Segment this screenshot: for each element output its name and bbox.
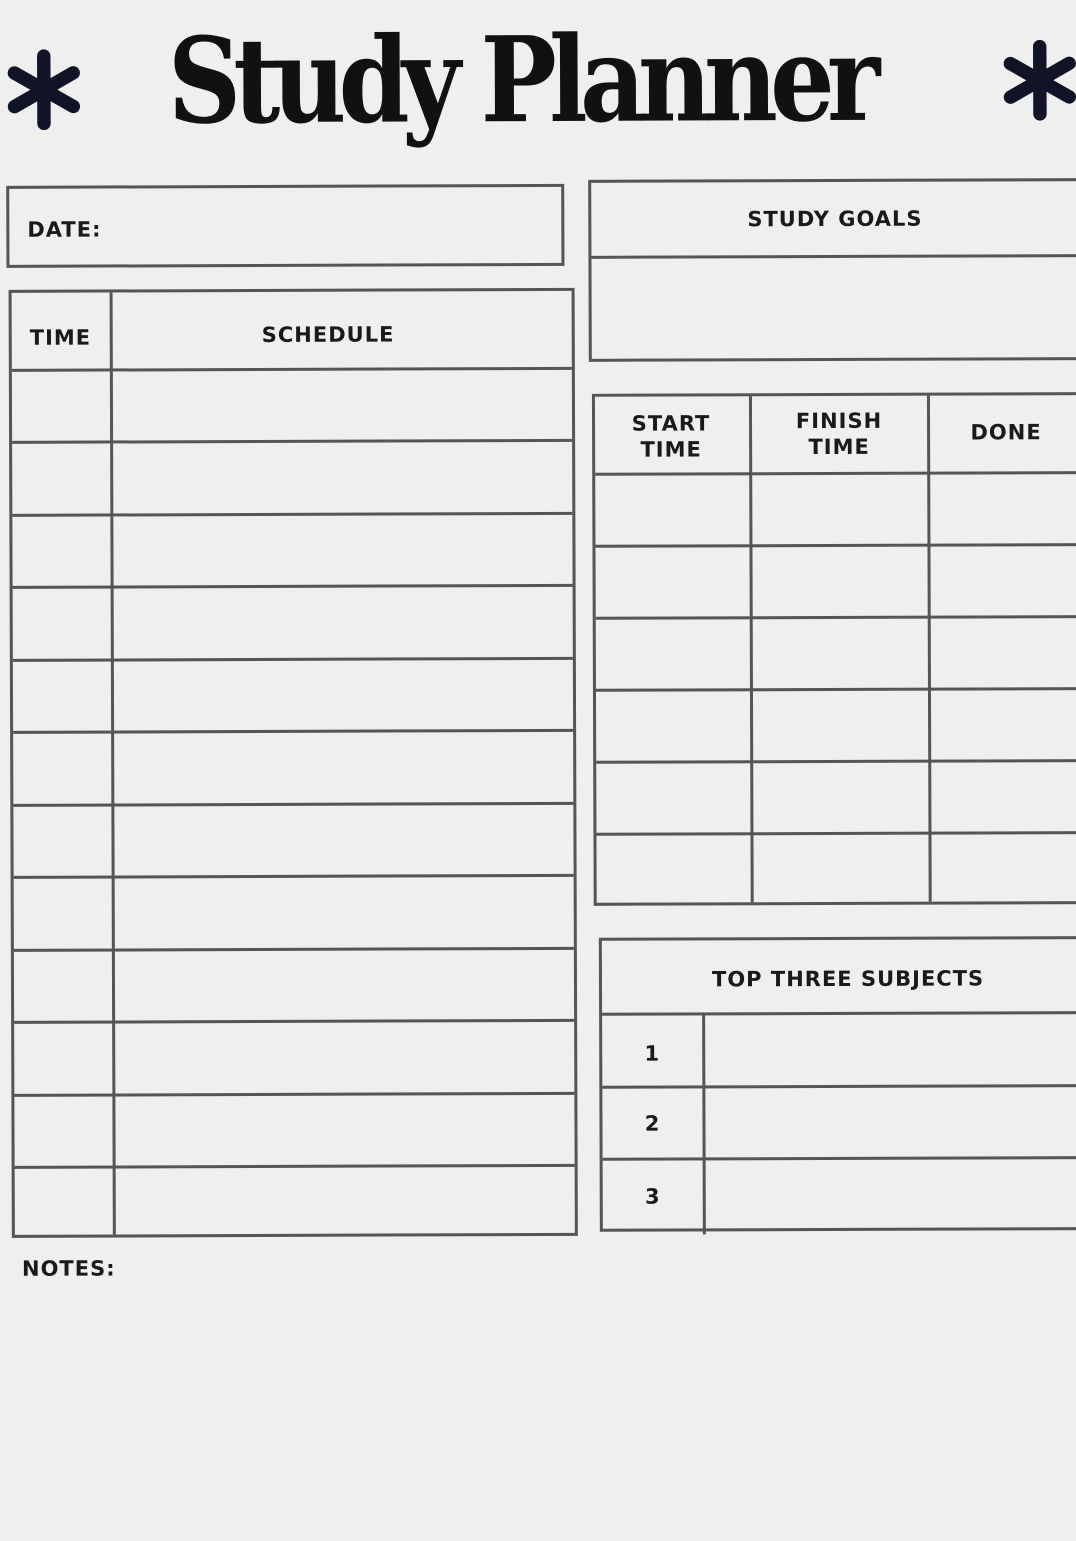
- date-label: DATE:: [27, 217, 101, 244]
- schedule-header-divider: [12, 367, 572, 372]
- time-column-header: TIME: [30, 325, 91, 351]
- study-goals-divider: [591, 254, 1076, 259]
- schedule-row-divider: [13, 729, 573, 734]
- tracker-row-divider: [596, 831, 1076, 836]
- top-three-subjects-title: TOP THREE SUBJECTS: [712, 965, 984, 992]
- schedule-row-divider: [12, 512, 572, 517]
- subject-number: 2: [642, 1111, 662, 1137]
- subjects-column-divider: [702, 1014, 706, 1234]
- tracker-row-divider: [596, 615, 1076, 620]
- asterisk-icon: [2, 48, 86, 132]
- done-header: DONE: [931, 419, 1076, 446]
- schedule-row-divider: [13, 584, 573, 589]
- schedule-row-divider: [15, 1164, 575, 1169]
- schedule-row-divider: [14, 947, 574, 952]
- tracker-row-divider: [596, 687, 1076, 692]
- date-field[interactable]: [6, 184, 564, 268]
- subjects-row-divider: [602, 1084, 1076, 1089]
- study-goals-box[interactable]: [588, 178, 1076, 362]
- study-goals-title: STUDY GOALS: [747, 206, 922, 233]
- schedule-row-divider: [14, 874, 574, 879]
- schedule-row-divider: [12, 439, 572, 444]
- subjects-header-divider: [602, 1011, 1076, 1016]
- tracker-row-divider: [596, 759, 1076, 764]
- schedule-row-divider: [13, 657, 573, 662]
- top-three-subjects-table: [599, 936, 1076, 1232]
- asterisk-icon: [998, 38, 1076, 122]
- schedule-row-divider: [14, 1019, 574, 1024]
- subjects-row-divider: [603, 1156, 1076, 1161]
- subject-number: 1: [642, 1041, 662, 1067]
- page-title: Study Planner: [168, 0, 822, 161]
- schedule-row-divider: [14, 1092, 574, 1097]
- time-tracker-table: [592, 392, 1076, 906]
- notes-label: NOTES:: [22, 1255, 116, 1282]
- subject-number: 3: [643, 1184, 663, 1210]
- tracker-row-divider: [595, 543, 1076, 548]
- tracker-header-divider: [595, 471, 1076, 476]
- schedule-table: [9, 288, 578, 1238]
- schedule-column-header: SCHEDULE: [262, 322, 395, 349]
- schedule-row-divider: [13, 802, 573, 807]
- start-time-header: START TIME: [595, 410, 747, 463]
- finish-time-header: FINISH TIME: [751, 408, 927, 461]
